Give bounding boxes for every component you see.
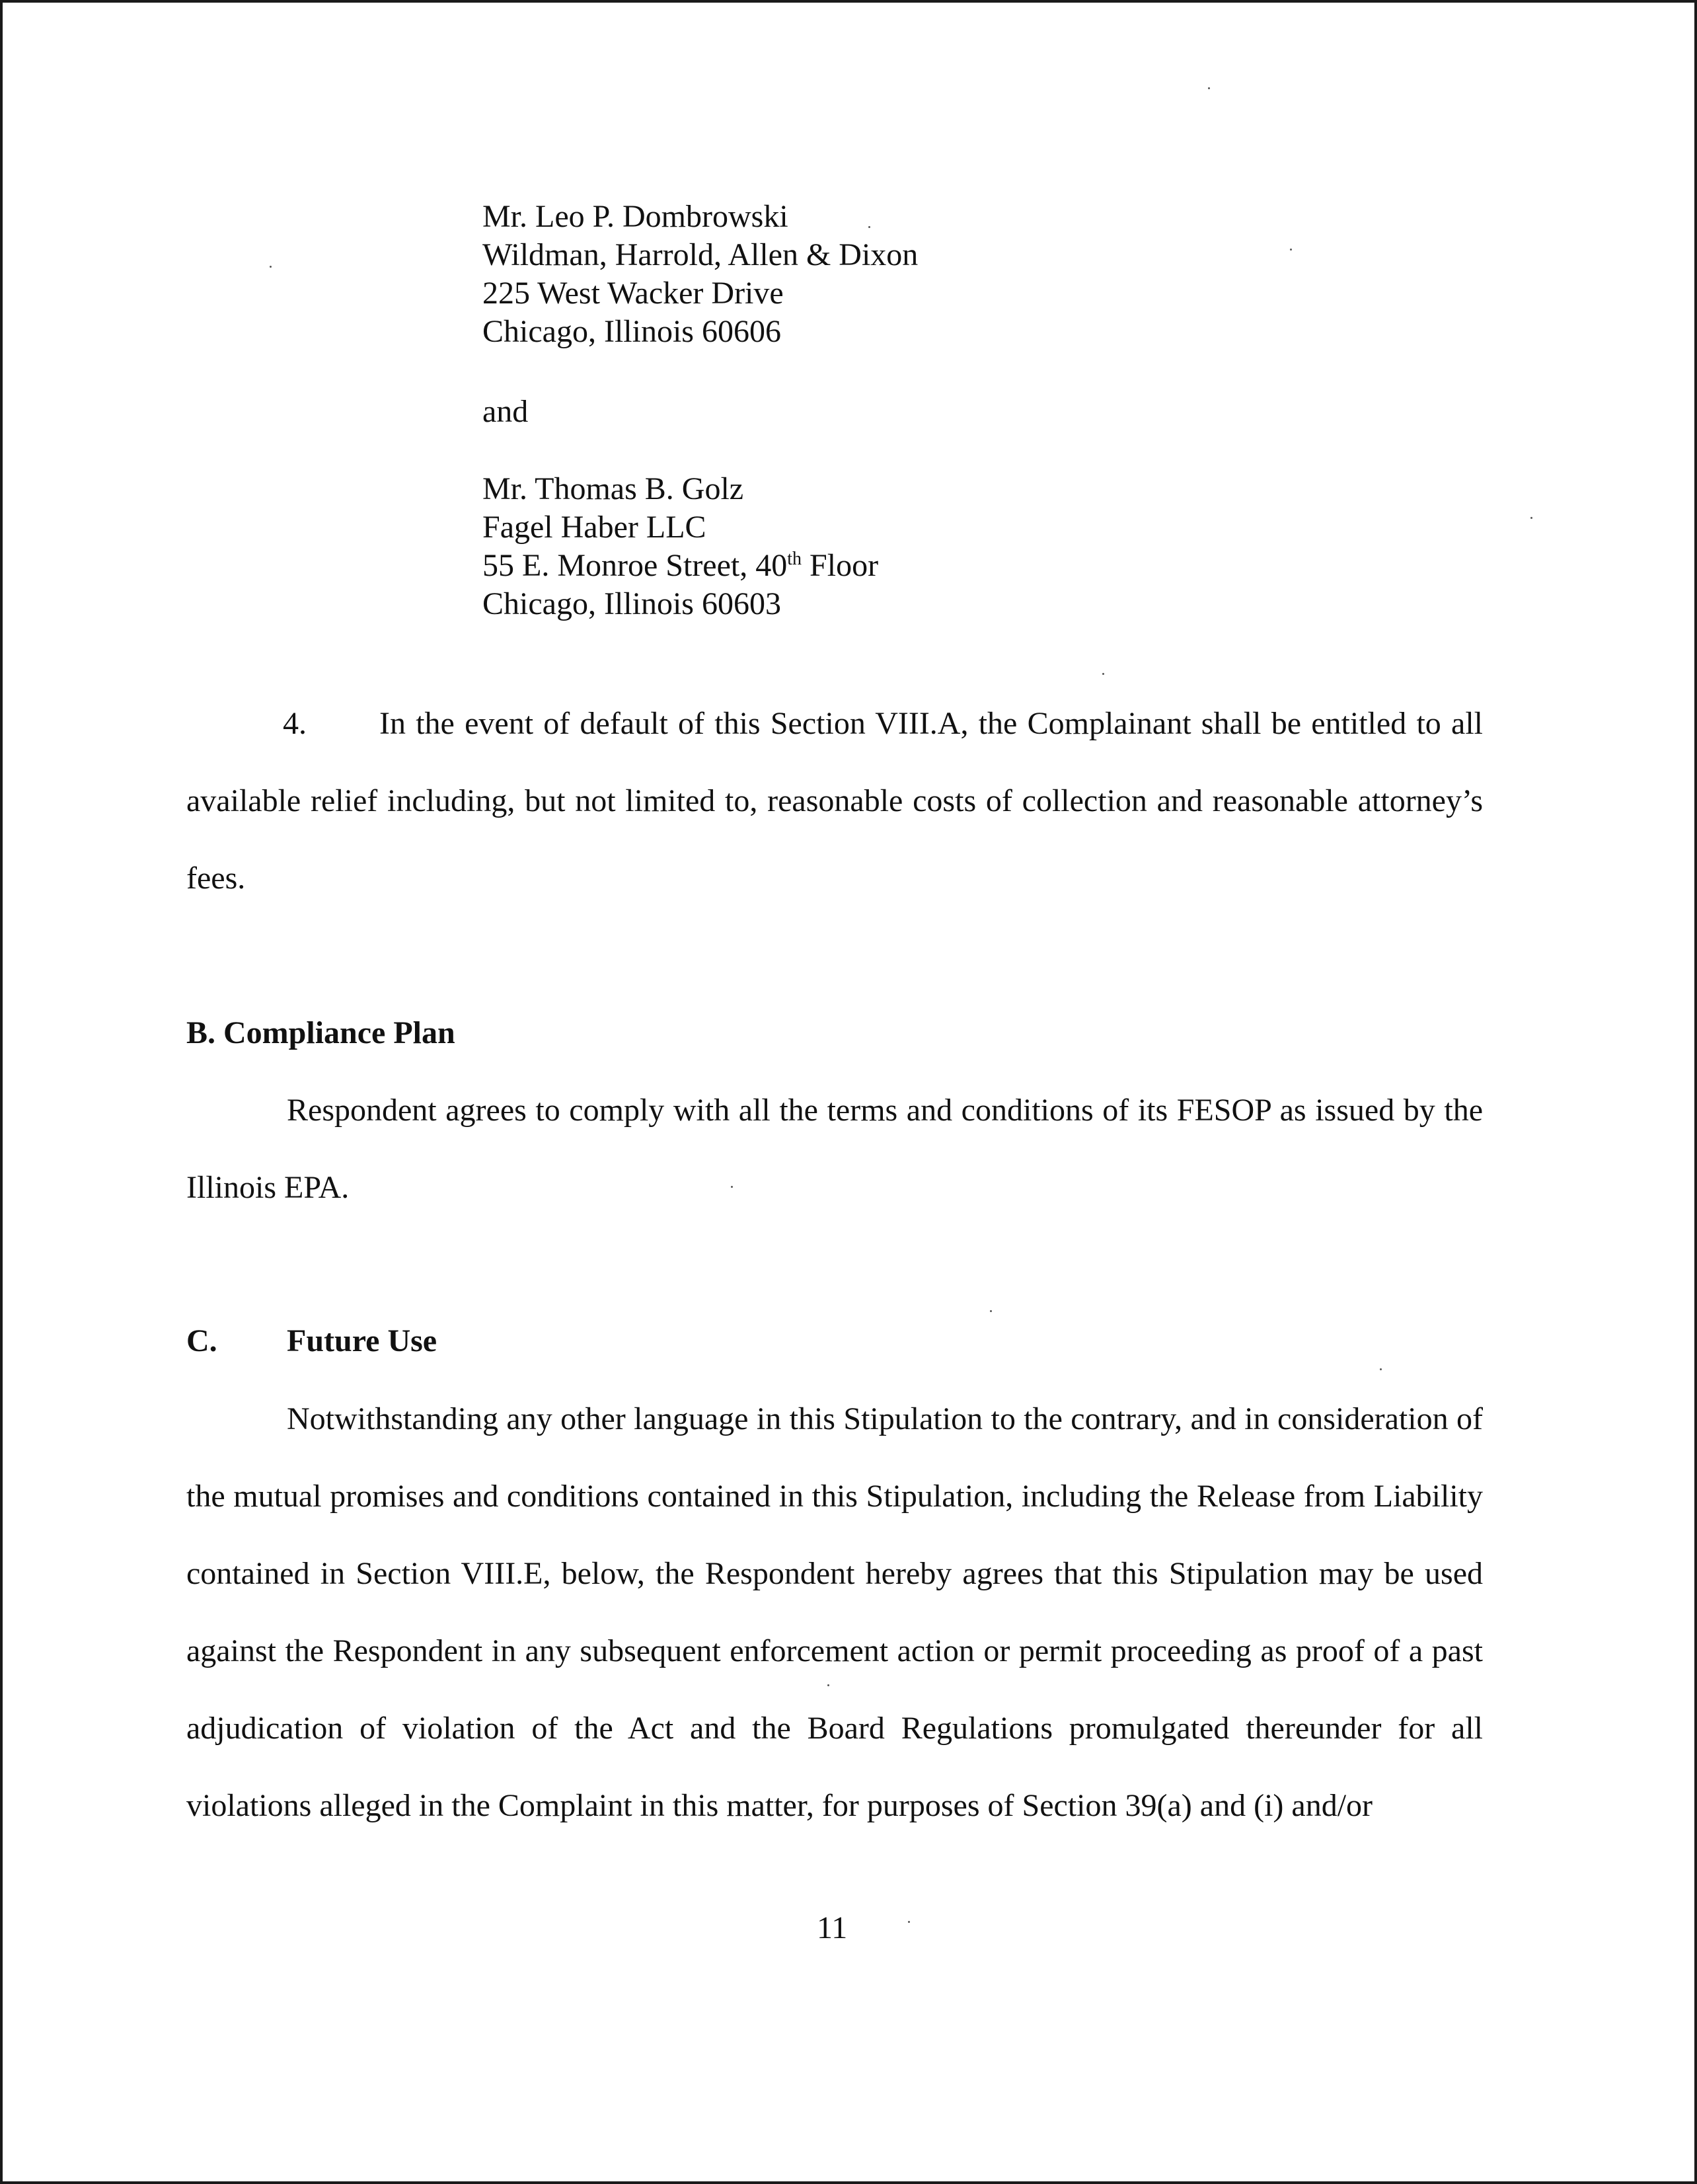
address-line: Mr. Thomas B. Golz xyxy=(482,471,744,506)
address-line: Chicago, Illinois 60603 xyxy=(482,586,781,621)
scan-speck xyxy=(868,226,870,228)
scan-speck xyxy=(990,1310,992,1312)
paragraph-number: 4. xyxy=(283,706,307,741)
street-text: 55 E. Monroe Street, 40 xyxy=(482,548,788,583)
address-block-dombrowski xyxy=(482,198,918,351)
scan-speck xyxy=(1380,1368,1382,1370)
section-b-text: Respondent agrees to comply with all the terms and conditions of its FESOP as issued by the Illinois EPA. xyxy=(186,1093,1483,1205)
section-c-letter: C. xyxy=(186,1323,217,1358)
address-line: 225 West Wacker Drive xyxy=(482,276,784,311)
section-c-title: Future Use xyxy=(287,1323,437,1358)
ordinal-suffix: th xyxy=(787,549,802,569)
page-number: 11 xyxy=(817,1910,848,1945)
address-line: Mr. Leo P. Dombrowski xyxy=(482,199,788,234)
paragraph-4-text: In the event of default of this Section VIII.A, the Complainant shall be entitled to all available relief including, but not limited to, reasonable costs of collection and reasonable attorney’s fees. xyxy=(186,706,1483,896)
section-c-heading xyxy=(186,1322,437,1360)
address-line-street xyxy=(482,547,878,585)
conjunction-and: and xyxy=(482,394,529,429)
scan-speck xyxy=(827,1684,829,1686)
floor-text: Floor xyxy=(802,548,879,583)
scan-speck xyxy=(1208,87,1210,89)
scan-speck xyxy=(731,1186,733,1188)
scan-speck xyxy=(908,1921,910,1923)
scan-speck xyxy=(1290,249,1292,251)
section-c-text: Notwithstanding any other language in this Stipulation to the contrary, and in consideration of the mutual promises and conditions contained in this Stipulation, including the Release from Liability contained in Section VIII.E, below, the Respondent hereby agrees that this Stipulation may be used against the Respondent in any subsequent enforcement action or permit proceeding as proof of a past adjudication of violation of the Act and the Board Regulations promulgated thereunder for all violations alleged in the Complaint in this matter, for purposes of Section 39(a) and (i) and/or xyxy=(186,1401,1483,1823)
address-line: Chicago, Illinois 60606 xyxy=(482,314,781,349)
section-b-heading: B. Compliance Plan xyxy=(186,1015,455,1050)
address-line: Fagel Haber LLC xyxy=(482,510,706,545)
scan-speck xyxy=(270,266,272,268)
paragraph-4 xyxy=(186,685,1483,917)
scan-speck xyxy=(1530,517,1532,519)
address-block-golz xyxy=(482,470,878,623)
address-line: Wildman, Harrold, Allen & Dixon xyxy=(482,237,919,272)
scan-speck xyxy=(1102,673,1104,675)
